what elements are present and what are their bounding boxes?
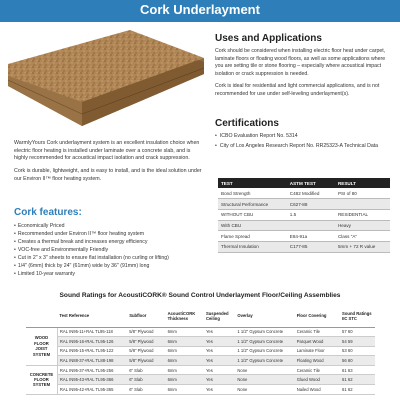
table-cell: Thermal Insulation xyxy=(218,241,287,252)
table-cell: 1.5 xyxy=(287,209,335,220)
table-cell: 6" Slab xyxy=(127,385,165,395)
table-cell: 1 1/2" Gypsum Concrete xyxy=(235,356,294,366)
table-cell: WITHOUT CBU xyxy=(218,209,287,220)
column-header: Subfloor xyxy=(127,305,165,327)
table-cell: With CBU xyxy=(218,220,287,231)
column-header xyxy=(26,305,57,327)
table-row xyxy=(26,356,375,366)
table-row xyxy=(218,188,390,199)
sound-ratings-title: Sound Ratings for AcoustiCORK® Sound Control Underlayment Floor/Ceiling Assemblies xyxy=(59,292,341,299)
table-cell: RAL IN95-42+RAL TL95-365 xyxy=(57,385,127,395)
table-cell: Heavy xyxy=(335,220,390,231)
certifications-list xyxy=(215,133,393,153)
feature-item: • 1/4" (6mm) thick by 24" (61mm) wide by 36" (91mm) long xyxy=(14,262,204,270)
table-cell: 6" Slab xyxy=(127,375,165,385)
table-cell: Nailed Wood xyxy=(295,385,340,395)
table-cell: Yes xyxy=(204,356,235,366)
table-cell: 6mm xyxy=(166,346,204,356)
table-cell: Ceramic Tile xyxy=(295,365,340,375)
column-header: Floor Covering xyxy=(295,305,340,327)
table-cell: 1 1/2" Gypsum Concrete xyxy=(235,327,294,337)
column-header: Overlay xyxy=(235,305,294,327)
table-cell: Yes xyxy=(204,375,235,385)
uses-paragraph-1: Cork should be considered when installing electric floor heat under carpet, laminate floors or floating wood floors, as well as some applications where you are setting tile or stone flooring – especially where acoustical impact isolation or crack suppression is needed. xyxy=(215,48,386,77)
table-cell: None xyxy=(235,385,294,395)
intro-paragraph-2: Cork is durable, lightweight, and is easy to install, and is the ideal solution under our Environ II™ floor heating system. xyxy=(14,168,202,182)
group-label: WOOD FLOOR JOIST SYSTEM xyxy=(26,327,57,365)
column-header: Test Reference xyxy=(57,305,127,327)
table-cell: Flame Spread xyxy=(218,231,287,242)
table-cell: 5/8" Plywood xyxy=(127,356,165,366)
table-cell: Yes xyxy=(204,385,235,395)
table-cell: RAL IN95-15+RAL TL95-122 xyxy=(57,346,127,356)
certifications-heading: Certifications xyxy=(215,118,279,129)
table-cell: 61 62 xyxy=(340,385,375,395)
table-cell: E84-91a xyxy=(287,231,335,242)
table-cell: 6mm xyxy=(166,356,204,366)
table-row xyxy=(218,241,390,252)
feature-item: • Limited 10-year warranty xyxy=(14,270,204,278)
table-cell: 1 1/2" Gypsum Concrete xyxy=(235,337,294,347)
table-cell: 1 1/2" Gypsum Concrete xyxy=(235,346,294,356)
table-cell: Yes xyxy=(204,327,235,337)
uses-heading: Uses and Applications xyxy=(215,33,322,44)
column-header: AcoustiCORK Thickness xyxy=(166,305,204,327)
table-header-row xyxy=(218,178,390,188)
table-cell: Glued Wood xyxy=(295,375,340,385)
table-cell: 6mm xyxy=(166,385,204,395)
table-cell: Floating Wood xyxy=(295,356,340,366)
table-cell: None xyxy=(235,375,294,385)
group-label: CONCRETE FLOOR SYSTEM xyxy=(26,365,57,394)
certification-item: • ICBO Evaluation Report No. 5314 xyxy=(215,133,393,141)
table-cell: 6mm xyxy=(166,365,204,375)
features-heading: Cork features: xyxy=(14,207,82,218)
feature-item: • VOC-free and Environmentally Friendly xyxy=(14,246,204,254)
table-cell: Yes xyxy=(204,337,235,347)
table-cell xyxy=(287,220,335,231)
feature-item: • Creates a thermal break and increases energy efficiency xyxy=(14,238,204,246)
table-cell: 54 59 xyxy=(340,337,375,347)
table-cell: 53 60 xyxy=(340,346,375,356)
table-cell: RAL IN88-37+RAL TL88-198 xyxy=(57,356,127,366)
feature-item: • Cut in 2" x 3" sheets to ensure flat installation (no curling or lifting) xyxy=(14,254,204,262)
table-cell: C482 Modified xyxy=(287,188,335,199)
sound-ratings-table xyxy=(26,305,375,395)
uses-paragraph-2: Cork is ideal for residential and light commercial applications, and is not recommended for use under self-leveling underlayment(s). xyxy=(215,83,380,97)
table-cell: 5/8" Plywood xyxy=(127,327,165,337)
table-row xyxy=(218,220,390,231)
column-header: TEST xyxy=(218,178,287,188)
certification-item: • City of Los Angeles Research Report No. RR25323-A Technical Data xyxy=(215,143,393,151)
table-cell: 6" Slab xyxy=(127,365,165,375)
table-row xyxy=(218,199,390,210)
table-cell: 6mm xyxy=(166,337,204,347)
table-cell: Yes xyxy=(204,365,235,375)
table-cell: 61 62 xyxy=(340,375,375,385)
table-cell: 5/8" Plywood xyxy=(127,337,165,347)
column-header: Sound Ratings IIC STC xyxy=(340,305,375,327)
intro-paragraph-1: WarmlyYours Cork underlayment system is an excellent insulation choice when electric floor heating is installed under laminate over a concrete slab, and is highly recommended for acoustical impact isolation and crack suppression. xyxy=(14,140,200,162)
table-cell: 6mm xyxy=(166,375,204,385)
table-cell: 57 60 xyxy=(340,327,375,337)
table-cell: RAL IN95-11+RAL TL95-118 xyxy=(57,327,127,337)
table-row xyxy=(26,327,375,337)
column-header: RESULT xyxy=(335,178,390,188)
table-cell: RAL IN95-43+RAL TL95-366 xyxy=(57,375,127,385)
page-title: Cork Underlayment xyxy=(140,2,260,17)
table-row xyxy=(26,385,375,395)
table-cell: 56 60 xyxy=(340,356,375,366)
table-row xyxy=(26,375,375,385)
table-cell: C627-88 xyxy=(287,199,335,210)
table-cell xyxy=(335,199,390,210)
table-row xyxy=(26,365,375,375)
table-row xyxy=(26,346,375,356)
table-cell: RESIDENTIAL xyxy=(335,209,390,220)
uses-text xyxy=(215,48,393,103)
table-cell: Yes xyxy=(204,346,235,356)
table-cell: None xyxy=(235,365,294,375)
table-cell: Ceramic Tile xyxy=(295,327,340,337)
table-row xyxy=(26,337,375,347)
table-cell: Class "A" xyxy=(335,231,390,242)
table-cell: RAL IN95-37+RAL TL95-256 xyxy=(57,365,127,375)
table-cell: 61 63 xyxy=(340,365,375,375)
feature-item: • Recommended under Environ II™ floor heating system xyxy=(14,230,204,238)
table-cell: 6mm xyxy=(166,327,204,337)
technical-data-table xyxy=(218,178,390,253)
table-cell: 5mm + 72 R value xyxy=(335,241,390,252)
column-header: ASTM TEST xyxy=(287,178,335,188)
table-cell: Parquet Wood xyxy=(295,337,340,347)
table-header-row xyxy=(26,305,375,327)
table-cell: C177-85 xyxy=(287,241,335,252)
cork-sheet-image xyxy=(8,30,204,134)
table-row xyxy=(218,231,390,242)
table-cell: Structural Performance xyxy=(218,199,287,210)
table-cell: PSI of 80 xyxy=(335,188,390,199)
table-cell: Bond Strength xyxy=(218,188,287,199)
feature-item: • Economically Priced xyxy=(14,222,204,230)
features-list xyxy=(14,222,204,278)
table-cell: RAL IN95-16+RAL TL95-126 xyxy=(57,337,127,347)
intro-text xyxy=(14,140,202,188)
table-cell: 5/8" Plywood xyxy=(127,346,165,356)
table-row xyxy=(218,209,390,220)
table-cell: Laminate Floor xyxy=(295,346,340,356)
column-header: Suspended Ceiling xyxy=(204,305,235,327)
